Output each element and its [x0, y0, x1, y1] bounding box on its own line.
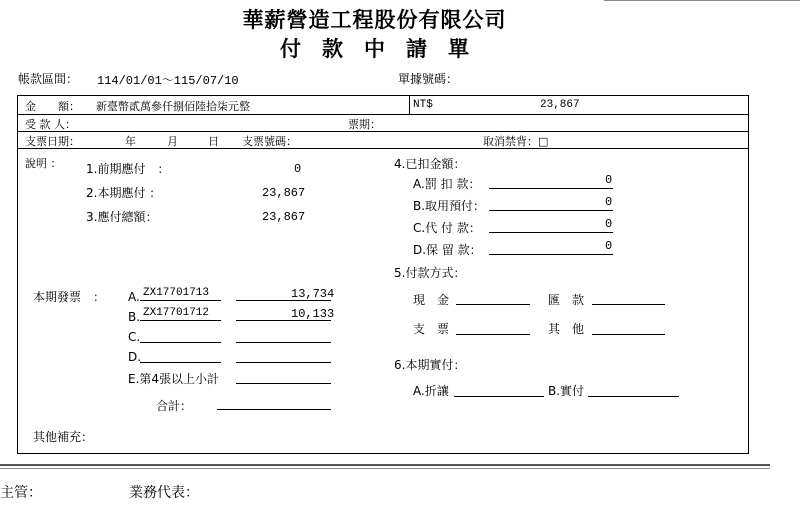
invoice-b-number: ZX17701712 [143, 307, 210, 319]
penalty-value: 0 [605, 173, 613, 187]
other-method-line [592, 334, 665, 335]
row-line-1 [17, 114, 749, 115]
remit-line [592, 304, 665, 305]
amount-value: 23,867 [540, 99, 580, 111]
day-label: 日 [208, 135, 219, 148]
prepay-value: 0 [605, 195, 613, 209]
invoice-a-prefix: A. [128, 290, 140, 304]
agent-pay-value: 0 [605, 217, 613, 231]
penalty-label: A.罰 扣 款： [413, 177, 481, 191]
invoice-c-prefix: C. [128, 330, 141, 344]
prepay-line [489, 210, 613, 211]
curr-payable-value: 23,867 [262, 186, 306, 200]
company-name: 華薪營造工程股份有限公司 [242, 7, 507, 32]
invoice-total-label: 合計： [156, 399, 193, 413]
row-line-2 [17, 131, 749, 132]
period-label: 帳款區間： [18, 72, 79, 86]
invoices-label: 本期發票 ： [33, 290, 106, 304]
invoice-d-prefix: D. [128, 350, 142, 364]
period-value: 114/01/01～115/07/10 [97, 74, 239, 88]
payee-label: 受 款 人： [25, 118, 76, 131]
cash-label: 現 金 [413, 293, 450, 307]
form-title: 付 款 中 請 單 [280, 36, 469, 61]
month-label: 月 [167, 135, 178, 148]
check-no-label: 支票號碼： [242, 135, 297, 148]
prepay-label: B.取用預付： [413, 199, 486, 213]
top-right-rule [604, 0, 800, 1]
invoice-a-number: ZX17701713 [143, 287, 210, 299]
due-date-label: 票期： [348, 118, 381, 131]
discount-line [454, 396, 544, 397]
amount-in-words: 新臺幣貳萬參仟捌佰陸拾柒元整 [96, 100, 250, 113]
sales-rep-label: 業務代表： [129, 485, 199, 501]
invoice-a-amount: 13,734 [291, 287, 335, 301]
cash-line [456, 304, 530, 305]
notes-label: 說明 ： [25, 157, 62, 170]
bottom-rule-2 [0, 468, 770, 469]
invoice-subtotal-line [236, 383, 331, 384]
invoice-a-no-line [140, 300, 221, 301]
total-payable-value: 23,867 [262, 210, 306, 224]
penalty-line [489, 188, 613, 189]
invoice-d-amount-line [236, 362, 331, 363]
invoice-a-amount-line [236, 300, 331, 301]
invoice-d-no-line [140, 362, 221, 363]
invoice-c-no-line [140, 342, 221, 343]
payment-method-title: 5.付款方式： [394, 266, 466, 280]
agent-pay-label: C.代 付 款： [413, 221, 481, 235]
amount-label: 金 額： [25, 100, 80, 113]
amount-divider [409, 95, 410, 114]
paid-line [588, 396, 679, 397]
other-method-label: 其 他 [548, 322, 585, 336]
currency-label: NT$ [413, 99, 433, 111]
invoice-subtotal-label: E.第4張以上小計 [128, 372, 220, 386]
invoice-b-amount: 10,133 [291, 307, 335, 321]
invoice-c-amount-line [236, 342, 331, 343]
supervisor-label: 主管： [0, 485, 42, 501]
actual-pay-title: 6.本期實付： [394, 358, 466, 372]
check-date-label: 支票日期： [25, 135, 80, 148]
check-label: 支 票 [413, 322, 450, 336]
invoice-b-amount-line [236, 320, 331, 321]
remit-label: 匯 款 [548, 293, 585, 307]
retention-label: D.保 留 款： [413, 243, 482, 257]
prev-payable-value: 0 [294, 162, 302, 176]
discount-label: A.折讓 [413, 384, 449, 398]
retention-value: 0 [605, 239, 613, 253]
invoice-b-no-line [140, 320, 221, 321]
doc-no-label: 單據號碼： [398, 72, 459, 86]
paid-label: B.實付 [548, 384, 585, 398]
total-payable-label: 3.應付總額： [86, 210, 158, 224]
agent-pay-line [489, 232, 613, 233]
deducted-title: 4.已扣金額： [394, 157, 466, 171]
bottom-rule-1 [0, 464, 770, 466]
check-line [456, 334, 530, 335]
retention-line [489, 254, 613, 255]
invoice-b-prefix: B. [128, 310, 141, 324]
year-label: 年 [125, 135, 136, 148]
other-notes-label: 其他補充： [33, 430, 94, 444]
invoice-total-line [217, 409, 331, 410]
cancel-endorse-label: 取消禁背：□ [483, 135, 549, 148]
curr-payable-label: 2.本期應付 ： [86, 186, 162, 200]
prev-payable-label: 1.前期應付 ： [86, 162, 170, 176]
